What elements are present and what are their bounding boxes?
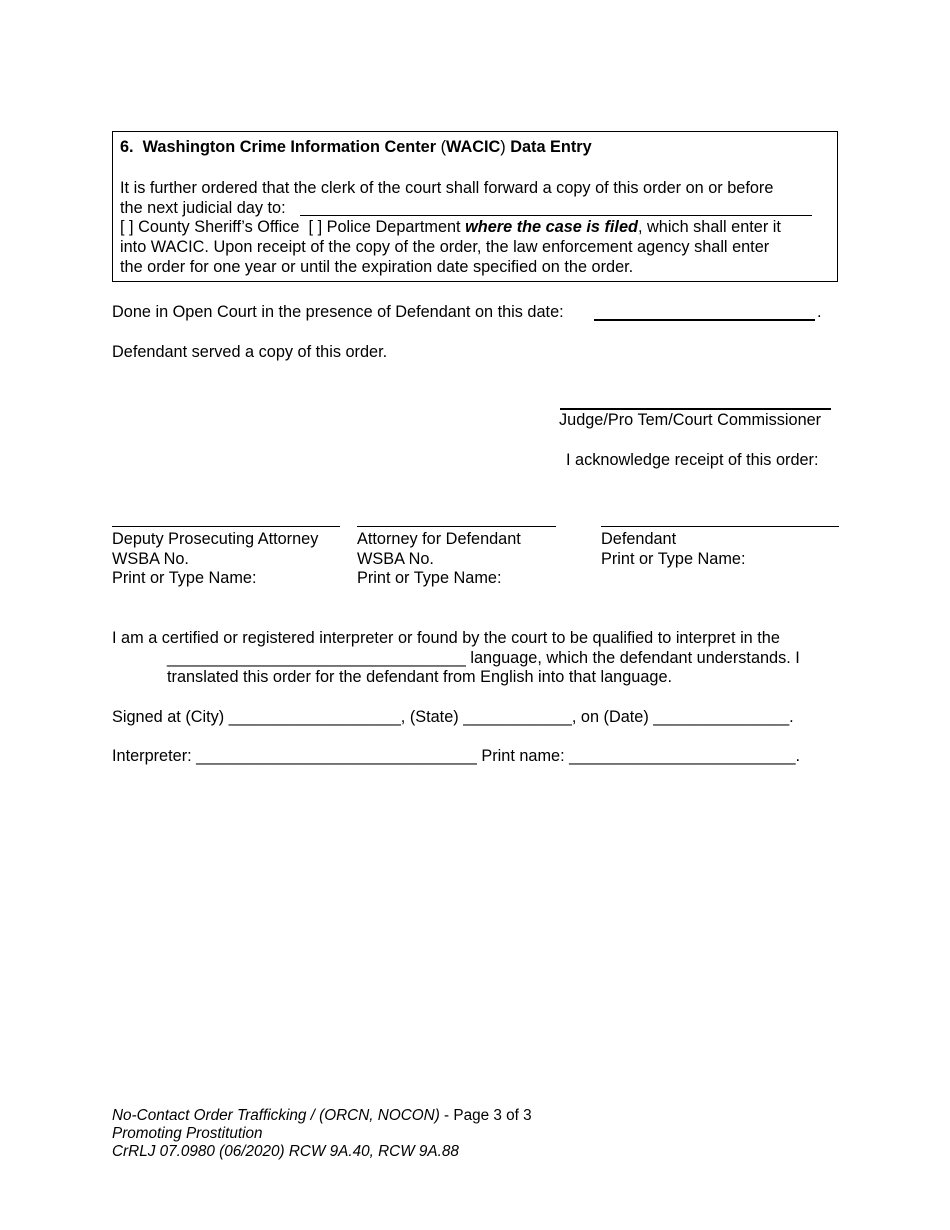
section-number: 6. (120, 138, 134, 156)
judge-signature-line[interactable] (560, 408, 831, 410)
acknowledge-statement: I acknowledge receipt of this order: (566, 451, 819, 469)
footer-line-2: Promoting Prostitution (112, 1125, 263, 1142)
wacic-para-line-4: into WACIC. Upon receipt of the copy of the order, the law enforcement agency shall enter (120, 238, 770, 256)
section-6-title (120, 138, 592, 158)
footer-line-1 (112, 1107, 532, 1125)
defendant-title: Defendant (601, 530, 677, 548)
section-title-paren-open: ( (440, 138, 446, 156)
interpreter-line-2 (167, 649, 800, 669)
judge-label: Judge/Pro Tem/Court Commissioner (559, 411, 822, 429)
open-court-period: . (817, 303, 822, 321)
footer-form-title: No-Contact Order Trafficking / (ORCN, NOCON) (112, 1107, 440, 1124)
prosecutor-title: Deputy Prosecuting Attorney (112, 530, 319, 548)
wacic-para-line-3 (120, 218, 781, 238)
wacic-para-line-1: It is further ordered that the clerk of the court shall forward a copy of this order on or before (120, 179, 774, 197)
open-court-line (112, 303, 564, 323)
judicial-day-label: the next judicial day to: (120, 199, 286, 217)
police-department-checkbox[interactable]: [ ] Police Department (308, 218, 461, 236)
page-footer (112, 1107, 532, 1161)
defendant-block (601, 530, 745, 569)
defense-title: Attorney for Defendant (357, 530, 521, 548)
defendant-print-name: Print or Type Name: (601, 549, 746, 568)
open-court-date-blank[interactable] (594, 319, 815, 321)
section-title-part-2: WACIC (445, 138, 501, 156)
prosecutor-print-name: Print or Type Name: (112, 569, 257, 587)
footer-line-3: CrRLJ 07.0980 (06/2020) RCW 9A.40, RCW 9A.88 (112, 1143, 459, 1160)
prosecutor-wsba: WSBA No. (112, 549, 189, 568)
case-filed-emphasis: where the case is filed (465, 218, 638, 236)
defense-wsba: WSBA No. (357, 549, 434, 568)
judicial-day-blank-line[interactable] (300, 215, 812, 216)
wacic-para-line-3-rest: , which shall enter it (637, 218, 781, 236)
served-statement: Defendant served a copy of this order. (112, 343, 388, 361)
interpreter-line-1: I am a certified or registered interpreter or found by the court to be qualified to interpret in the (112, 629, 780, 647)
interpreter-signature-line[interactable]: Interpreter: _______________________________ Print name: _________________________. (112, 747, 801, 765)
signed-at-line[interactable]: Signed at (City) ___________________, (State) ____________, on (Date) _______________. (112, 708, 794, 726)
defense-print-name: Print or Type Name: (357, 569, 502, 587)
interpreter-line-2-text: language, which the defendant understands. I (465, 649, 800, 667)
wacic-para-line-5: the order for one year or until the expiration date specified on the order. (120, 258, 634, 276)
section-title-part-1: Washington Crime Information Center (142, 138, 437, 156)
wacic-para-line-2 (120, 199, 286, 219)
interpreter-line-3: translated this order for the defendant from English into that language. (167, 668, 673, 686)
defense-signature-line[interactable] (357, 526, 556, 527)
defense-block (357, 530, 521, 589)
footer-page-number: - Page 3 of 3 (439, 1107, 532, 1124)
prosecutor-signature-line[interactable] (112, 526, 340, 527)
prosecutor-block (112, 530, 318, 589)
section-title-paren-close: ) (500, 138, 506, 156)
county-sheriff-checkbox[interactable]: [ ] County Sheriff’s Office (120, 218, 300, 236)
open-court-label: Done in Open Court in the presence of Defendant on this date: (112, 303, 564, 321)
section-title-part-3: Data Entry (510, 138, 592, 156)
defendant-signature-line[interactable] (601, 526, 839, 527)
language-blank[interactable]: _________________________________ (167, 649, 466, 667)
